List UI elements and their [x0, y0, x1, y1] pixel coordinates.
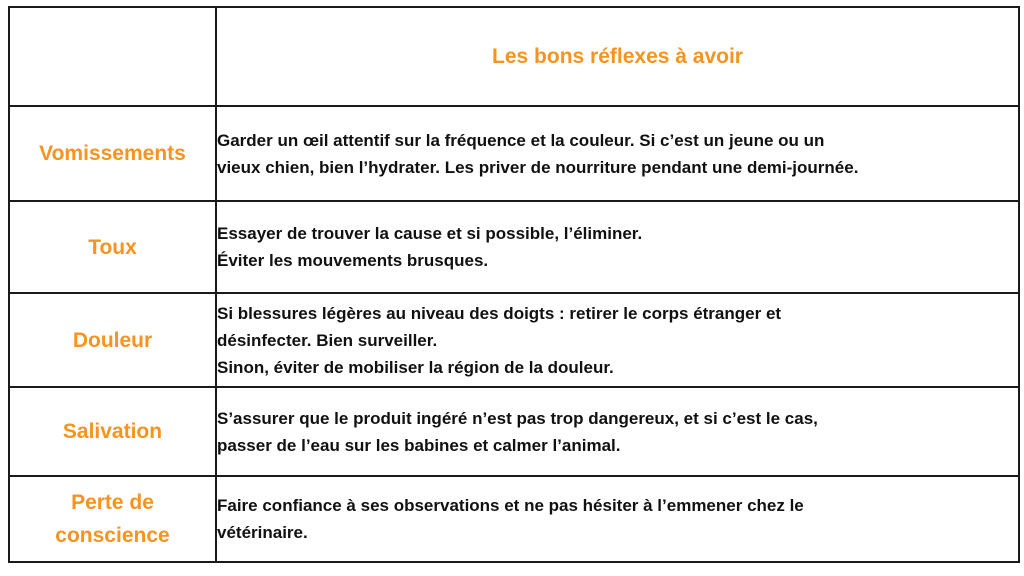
symptom-label: [9, 106, 216, 201]
reflex-text-line: passer de l’eau sur les babines et calmer l’animal.: [217, 435, 621, 455]
table-header-row: [9, 7, 1019, 106]
reflex-text: [216, 201, 1019, 293]
symptom-label: [9, 201, 216, 293]
table-row: [9, 387, 1019, 476]
symptom-label: [9, 293, 216, 387]
table-row: [9, 106, 1019, 201]
reflex-text-line: S’assurer que le produit ingéré n’est pas trop dangereux, et si c’est le cas,: [217, 408, 818, 428]
table-title: Les bons réflexes à avoir: [216, 7, 1019, 106]
reflex-text-line: Si blessures légères au niveau des doigts : retirer le corps étranger et: [217, 303, 782, 323]
reflex-text: [216, 476, 1019, 562]
table-row: [9, 476, 1019, 562]
header-empty-cell: [9, 7, 216, 106]
reflex-text-line: Faire confiance à ses observations et ne pas hésiter à l’emmener chez le: [217, 496, 804, 515]
symptom-label-line: Toux: [88, 235, 137, 259]
reflex-text-line: Éviter les mouvements brusques.: [217, 251, 489, 270]
symptom-label: [9, 476, 216, 562]
reflex-text: [216, 387, 1019, 476]
reflex-text-line: désinfecter. Bien surveiller.: [217, 330, 438, 350]
reflexes-table: [8, 6, 1020, 563]
table-row: [9, 201, 1019, 293]
symptom-label-line: Salivation: [62, 420, 163, 443]
symptom-label-line: Perte de: [71, 491, 154, 514]
symptom-label-line: Douleur: [72, 328, 153, 352]
reflex-text-line: Sinon, éviter de mobiliser la région de la douleur.: [217, 357, 614, 377]
symptom-label: [9, 387, 216, 476]
reflex-text-line: Garder un œil attentif sur la fréquence et la couleur. Si c’est un jeune ou un: [217, 130, 825, 150]
reflex-text-line: vétérinaire.: [217, 523, 308, 542]
reflex-text: [216, 106, 1019, 201]
reflex-text-line: Essayer de trouver la cause et si possible, l’éliminer.: [217, 224, 643, 243]
table-row: [9, 293, 1019, 387]
reflex-text-line: vieux chien, bien l’hydrater. Les priver de nourriture pendant une demi-journée.: [217, 157, 859, 177]
symptom-label-line: Vomissements: [39, 142, 186, 165]
symptom-label-line: conscience: [55, 524, 170, 547]
reflex-text: [216, 293, 1019, 387]
